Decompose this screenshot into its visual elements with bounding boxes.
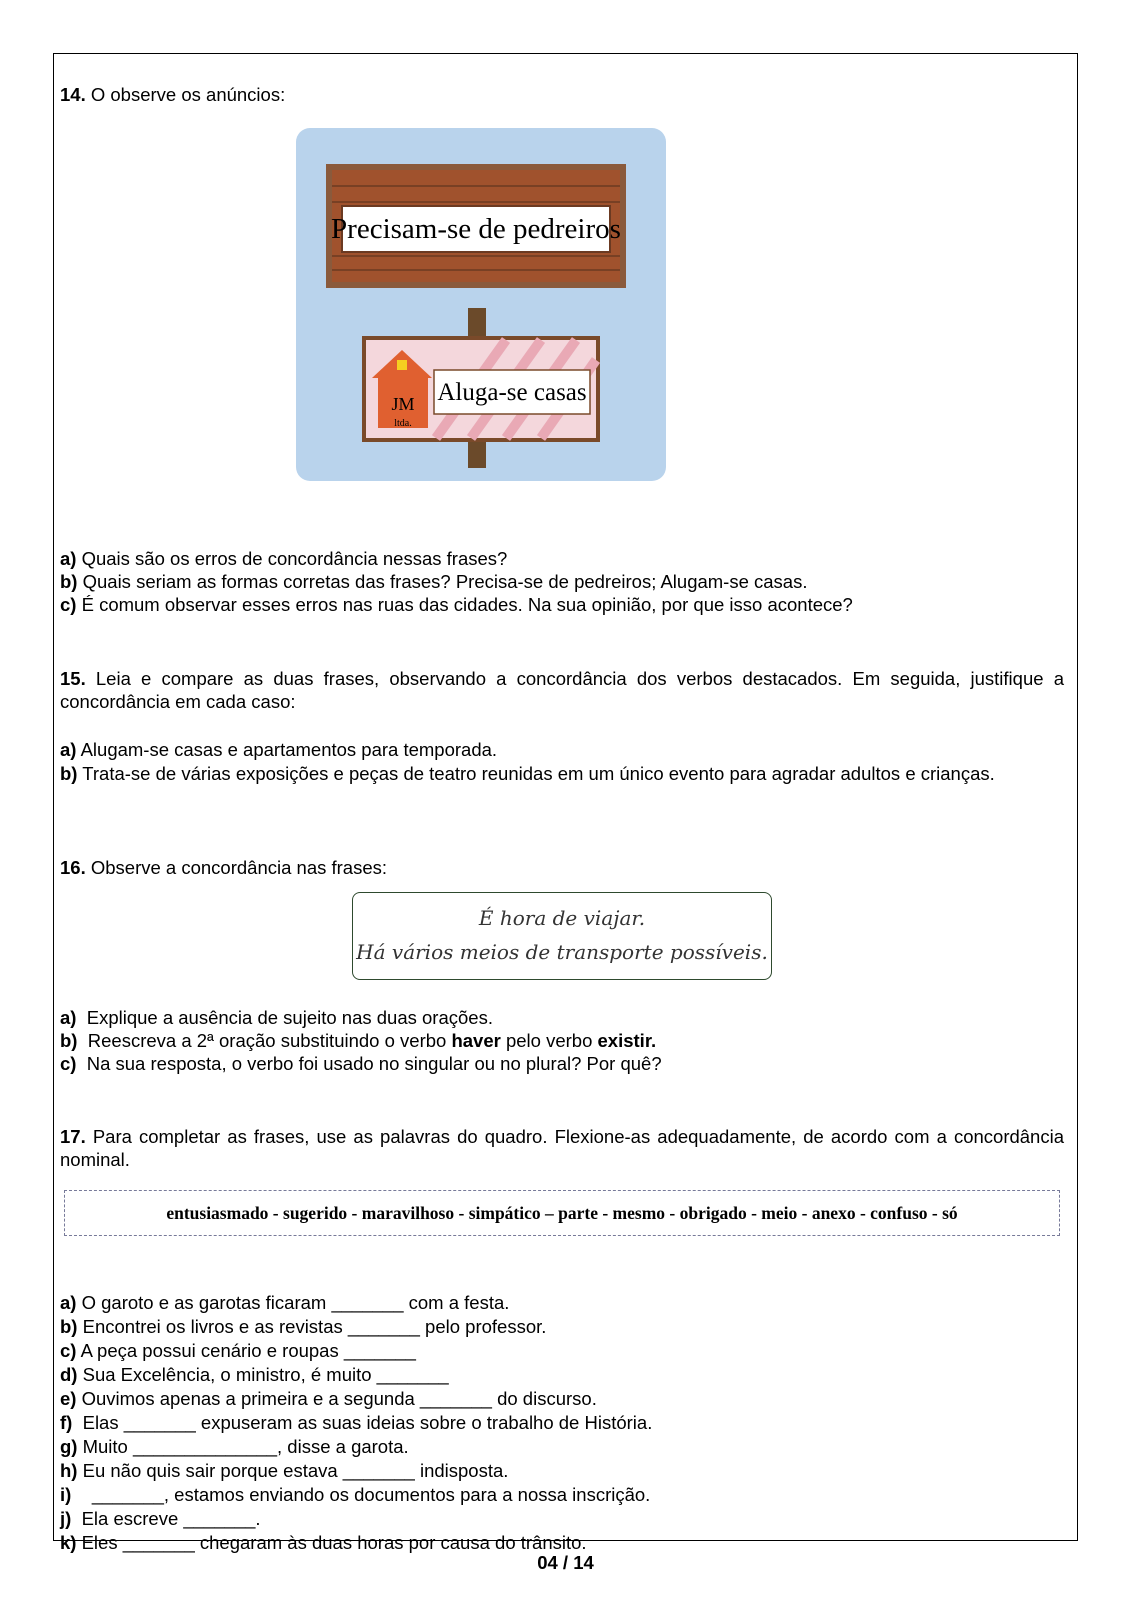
q15-heading bbox=[60, 667, 1064, 713]
bold-verb-existir: existir. bbox=[597, 1030, 657, 1051]
bold-verb-haver: haver bbox=[451, 1030, 501, 1051]
q16-number: 16. bbox=[60, 857, 86, 878]
item-text: O garoto e as garotas ficaram _______ com a festa. bbox=[81, 1292, 510, 1313]
q14-item-c bbox=[60, 594, 853, 616]
item-text: Reescreva a 2ª oração substituindo o verbo bbox=[87, 1030, 447, 1051]
item-letter: a) bbox=[60, 739, 77, 760]
item-letter: b) bbox=[60, 763, 78, 784]
hand-line-1: É hora de viajar. bbox=[478, 906, 646, 930]
q15-prompt: Leia e compare as duas frases, observando a concordância dos verbos destacados. Em seguida, justifique a concordância em cada caso: bbox=[60, 668, 1064, 712]
q16-item-c bbox=[60, 1053, 662, 1075]
sign1-text: Precisam-se de pedreiros bbox=[331, 213, 621, 245]
item-letter: a) bbox=[60, 548, 77, 569]
q17-item-h bbox=[60, 1460, 508, 1482]
item-letter: b) bbox=[60, 1030, 78, 1051]
item-text: Ouvimos apenas a primeira e a segunda _______ do discurso. bbox=[81, 1388, 597, 1409]
item-text: A peça possui cenário e roupas _______ bbox=[80, 1340, 416, 1361]
q17-item-c bbox=[60, 1340, 416, 1362]
q17-item-j bbox=[60, 1508, 261, 1530]
item-text: Elas _______ expuseram as suas ideias sobre o trabalho de História. bbox=[82, 1412, 653, 1433]
item-letter: b) bbox=[60, 571, 78, 592]
item-letter: a) bbox=[60, 1292, 77, 1313]
item-letter: c) bbox=[60, 1053, 77, 1074]
item-text: Explique a ausência de sujeito nas duas orações. bbox=[86, 1007, 493, 1028]
q17-prompt: Para completar as frases, use as palavras do quadro. Flexione-as adequadamente, de acordo com a concordância nominal. bbox=[60, 1126, 1064, 1170]
item-letter: d) bbox=[60, 1364, 78, 1385]
q16-item-a bbox=[60, 1007, 493, 1029]
q14-item-a bbox=[60, 548, 507, 570]
item-text: _______, estamos enviando os documentos para a nossa inscrição. bbox=[91, 1484, 651, 1505]
item-text: Sua Excelência, o ministro, é muito _______ bbox=[82, 1364, 449, 1385]
q14-number: 14. bbox=[60, 84, 86, 105]
sign2-text: Aluga-se casas bbox=[437, 379, 587, 406]
item-letter: c) bbox=[60, 1340, 77, 1361]
q15-item-a bbox=[60, 739, 497, 761]
item-letter: c) bbox=[60, 594, 77, 615]
item-letter: i) bbox=[60, 1484, 72, 1505]
ads-illustration bbox=[296, 128, 666, 481]
q16-item-b bbox=[60, 1030, 656, 1052]
hand-line-2: Há vários meios de transporte possíveis. bbox=[356, 940, 768, 964]
q17-item-d bbox=[60, 1364, 449, 1386]
item-letter: e) bbox=[60, 1388, 77, 1409]
item-text: Eu não quis sair porque estava _______ indisposta. bbox=[82, 1460, 509, 1481]
page-number: 04 / 14 bbox=[537, 1552, 594, 1573]
logo-text: JM bbox=[391, 394, 415, 414]
item-letter: j) bbox=[60, 1508, 72, 1529]
q17-item-a bbox=[60, 1292, 509, 1314]
word-bank-box bbox=[64, 1190, 1060, 1236]
q16-prompt: Observe a concordância nas frases: bbox=[90, 857, 388, 878]
item-text: É comum observar esses erros nas ruas das cidades. Na sua opinião, por que isso acontece? bbox=[81, 594, 853, 615]
q17-number: 17. bbox=[60, 1126, 86, 1147]
q17-item-g bbox=[60, 1436, 409, 1458]
q17-item-f bbox=[60, 1412, 652, 1434]
item-text: Trata-se de várias exposições e peças de teatro reunidas em um único evento para agradar adultos e crianças. bbox=[82, 763, 995, 784]
item-text: Alugam-se casas e apartamentos para temporada. bbox=[80, 739, 498, 760]
q14-item-b bbox=[60, 571, 808, 593]
item-text: Ela escreve _______. bbox=[81, 1508, 261, 1529]
q17-heading bbox=[60, 1125, 1064, 1171]
q17-item-b bbox=[60, 1316, 546, 1338]
q15-item-b bbox=[60, 762, 1064, 785]
item-letter: f) bbox=[60, 1412, 73, 1433]
q14-heading bbox=[60, 84, 285, 106]
item-text: Muito ______________, disse a garota. bbox=[82, 1436, 409, 1457]
q14-prompt: O observe os anúncios: bbox=[90, 84, 286, 105]
q16-heading bbox=[60, 857, 387, 879]
item-letter: k) bbox=[60, 1532, 77, 1553]
item-letter: a) bbox=[60, 1007, 77, 1028]
logo-sub: ltda. bbox=[394, 418, 412, 429]
item-text: Na sua resposta, o verbo foi usado no singular ou no plural? Por quê? bbox=[86, 1053, 662, 1074]
item-text: Quais seriam as formas corretas das frases? Precisa-se de pedreiros; Alugam-se casas. bbox=[82, 571, 808, 592]
word-bank: entusiasmado - sugerido - maravilhoso - simpático – parte - mesmo - obrigado - meio - anexo - confuso - só bbox=[166, 1203, 958, 1223]
item-letter: h) bbox=[60, 1460, 78, 1481]
handwritten-sentences-box bbox=[352, 892, 772, 980]
item-text: Encontrei os livros e as revistas _______ pelo professor. bbox=[82, 1316, 547, 1337]
item-text: Eles _______ chegaram às duas horas por causa do trânsito. bbox=[81, 1532, 587, 1553]
q17-item-i bbox=[60, 1484, 650, 1506]
q15-number: 15. bbox=[60, 668, 86, 689]
item-letter: g) bbox=[60, 1436, 78, 1457]
item-text: pelo verbo bbox=[505, 1030, 593, 1051]
item-text: Quais são os erros de concordância nessas frases? bbox=[81, 548, 508, 569]
item-letter: b) bbox=[60, 1316, 78, 1337]
q17-item-k bbox=[60, 1532, 587, 1554]
q17-item-e bbox=[60, 1388, 597, 1410]
